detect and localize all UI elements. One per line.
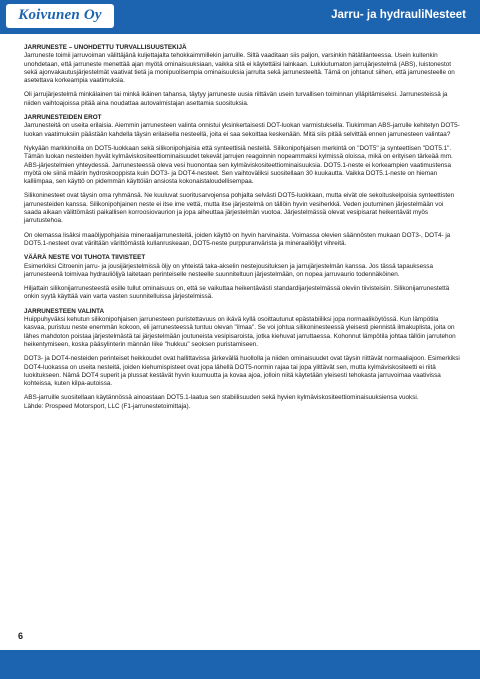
paragraph: Nykyään markkinoilla on DOT5-luokkaan sekä silikonipohjaisia että synteettisiä nesteitä. Silikonipohjaisen merkintä on "DOT5" ja synteettisen "DOT5.1". Tämän luokan nesteiden hyvät kylmäviskositeettiominaisuudet tekevät jarrujen reagoinnin nopeammaksi kylmissä oloissa, mikä on erityisen tärkeää mm. ABS-järjestelmien yhteydessä. Jarrunesteessä oleva vesi huonontaa sen kylmäviskositeettiominaisuuksia. DOT5.1-neste ei korkeampien vaatimustensa myötä ole siinä määrin hydroskooppista kuin DOT3- ja DOT4-nesteet. Sen vaihtoväliksi suositellaan 30 kuukautta. Vaikka DOT5.1-neste on hieman kalliimpaa, sen käyttö on pidemmän käyttöiän ansiosta kokonaistaloudellisempaa. [24,144,453,186]
paragraph: Jarruneste toimii jarruvoiman välittäjänä kuljettajalta tehokkaimmillekin jarruille. Siltä vaaditaan siis paljon, varsinkin hätätilanteessa. Usein kuitenkin unohdetaan, että jarruneste menettää ajan myötä ominaisuuksiaan, vaikka sitä ei käytettäisi lainkaan. Lukkiutumaton jarrujärjestelmä (ABS), luistonestot sekä ajonvakautusjärjestelmät vaativat tietä ja monipuolisempia ominaisuuksia jarrulta sekä jarrunesteeltä. Tämä on johtanut siihen, että jarrunesteelle on asetettava korkeampia vaatimuksia. [24,52,455,85]
source-line: Lähde: Prospeed Motorsport, LLC (F1-jarrunestetoimittaja). [24,402,191,410]
section-unohdettu [24,44,460,108]
company-logo-text: Koivunen Oy [18,7,102,23]
section-heading: JARRUNESTEIDEN EROT [24,114,102,122]
page-footer-bar [0,650,480,679]
paragraph: Esimerkiksi Citroenin jarru- ja jousijärjestelmissä öljy on yhteistä taka-akselin nestejousituksen ja jarrujärjestelmän kanssa. Jos tässä tapauksessa jarrunesteenä toimivaa hydrauliöljyä laitetaan perinteiselle nesteelle suunniteltuun järjestelmään, on nopea jarruvaurio todennäköinen. [24,262,433,278]
paragraph: Silikoninesteet ovat täysin oma ryhmänsä. Ne kuuluvat suoritusarvojensa pohjalta selvästi DOT5-luokkaan, mutta eivät ole sekoituskelpoisia synteettisten jarrunesteiden kanssa. Silikonipohjainen neste ei itse ime vettä, mutta itse järjestelmä on tällöin hyvin vesiherkkä. Veden joutuminen järjestelmään voi saada aikaan välittömästi paikallisen korroosiovaurion ja jopa aiheuttaa järjestelmän vuotoa. Järjestelmässä olevat vesipisarat heikentävät myös jarrutustehoa. [24,192,455,225]
header-title: Jarru- ja hydrauliNesteet [331,9,466,21]
section-erot [24,114,460,248]
paragraph: ABS-jarruille suositellaan käytännössä ainoastaan DOT5.1-laatua sen stabiilisuuden sekä hyvien kylmäviskositeettiominaisuuksiensa vuoksi. [24,394,419,402]
section-heading: JARRUNESTEEN VALINTA [24,307,105,315]
paragraph: Huippuhyväksi kehutun silikonipohjaisen jarrunesteen puristettavuus on ikävä kyllä osoittautunut epästabiiliksi jopa normaaliköytössä. Kun lämpötila kasvaa, puristuu neste enemmän kokoon, eli jarrunesteessä tuntuu olevan "ilmaa". Se voi johtua silikoninesteessä yleisesti piennistä ilmakuplista, joita on lähes mahdoton poistaa järjestelmästä tai järjestelmään joutuneista vesipisaroista, jotka kiehuvat jarruttaessa. Kohonnut lämpötila johtaa tällöin jarrutehon heikentymiseen, koska pääsylinterin männän liike "hukkuu" seoksen puristamiseen. [24,316,456,348]
company-logo [6,4,114,28]
section-heading: JARRUNESTE – UNOHDETTU TURVALLISUUSTEKIJÄ [24,44,187,51]
paragraph: Hiljattain silikonijarrunesteestä esille tullut ominaisuus on, että se vaikuttaa heikentävästi standardijarjestelmässä oleviin tiivisteisiin. Silikonijarrunestettä onkin syytä käyttää vain varta vasten suunnitelluissa järjestelmissä. [24,285,450,301]
section-valinta [24,308,460,411]
page-header [0,0,480,34]
paragraph: Oli jarrujärjestelmä minkälainen tai minkä ikäinen tahansa, täytyy jarruneste uusia riittävän usein turvallisen toiminnan ylläpitämiseksi. Jarrunesteissä ja niiden vaihtoajoissa pitää aina noudattaa autovalmistajan asettamia suosituksia. [24,91,448,107]
section-tiivisteet [24,254,460,301]
page-number: 6 [18,631,24,641]
paragraph: On olemassa lisäksi maaöljypohjaisia mineraalijarrunesteitä, joiden käyttö on hyvin harvinaista. Voimassa olevien säännösten mukaan DOT3-, DOT4- ja DOT5.1-nesteet ovat väriltään värittömästä kullanruskeaan, DOT5-neste purppuranvärista ja mineraaliöljyt vihreitä. [24,231,451,247]
article-content [24,44,460,417]
paragraph: DOT3- ja DOT4-nesteiden perinteiset heikkoudet ovat hallittavissa järkevällä huollolla ja niiden ominaisuudet ovat täysin riittävät normaaliajoon. Esimerkiksi DOT4-luokassa on useita nesteitä, joiden kiehumispisteet ovat jopa lähellä DOT5-normin rajaa tai jopa ylittävät sen, mutta kylmäviskositeetti ei riitä luokitukseen. Nämä DOT4 superit ja plussat kestävät hyvin kuumuutta ja kovaa ajoa, jolloin niitä käytetään yleisesti tehokasta jarruvoimaa vaativissa kohteissa, kuten kilpa-autoissa. [24,355,460,388]
paragraph: Jarrunesteitä on useita erilaisia. Aiemmin jarrunesteen valinta onnistui yksinkertaisesti DOT-luokan varmistuksella. Tiukimman ABS-jarrulle kehitetyn DOT5-luokan vaatimuksiin päästään kahdella täysin erilaisella nesteellä, joita ei saa sekoittaa keskenään. Mitä siis pitää selvittää ennen jarrunesteen valintaa? [24,122,460,138]
section-heading: VÄÄRÄ NESTE VOI TUHOTA TIIVISTEET [24,254,146,262]
